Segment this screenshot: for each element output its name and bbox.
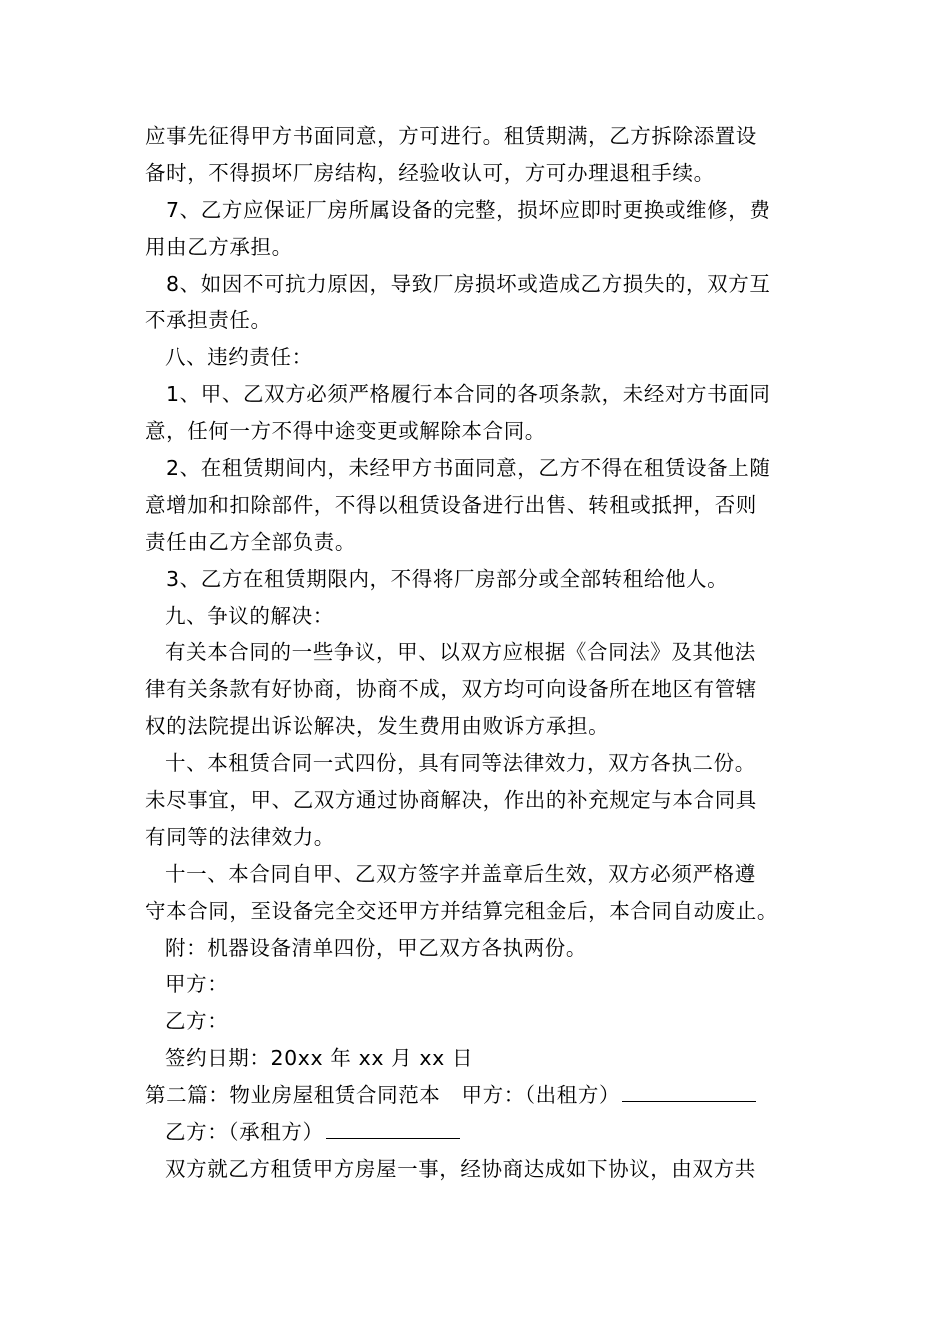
section-heading-dispute: 九、争议的解决： [165,603,334,628]
text-line: 权的法院提出诉讼解决，发生费用由败诉方承担。 [145,714,610,739]
section-eleven: 十一、本合同自甲、乙双方签字并盖章后生效，双方必须严格遵 [165,861,756,886]
text-line: 备时，不得损坏厂房结构，经验收认可，方可办理退租手续。 [145,160,715,185]
lessee-label: 乙方：（承租方） [165,1120,324,1145]
text-line: 应事先征得甲方书面同意，方可进行。租赁期满，乙方拆除添置设 [145,124,757,148]
text-line: 未尽事宜，甲、乙双方通过协商解决，作出的补充规定与本合同具 [145,788,757,813]
text-line: 不承担责任。 [145,308,272,333]
text-line: 律有关条款有好协商，协商不成，双方均可向设备所在地区有管辖 [145,677,757,702]
text-line: 守本合同，至设备完全交还甲方并结算完租金后，本合同自动废止。 [145,898,778,923]
chapter-two-title [145,1077,810,1114]
breach-clause-1: 1、甲、乙双方必须严格履行本合同的各项条款，未经对方书面同 [166,382,771,407]
text-line: 责任由乙方全部负责。 [145,529,356,554]
lessee-blank-field [326,1116,460,1139]
chapter-two-text: 第二篇：物业房屋租赁合同范本 甲方：（出租方） [145,1083,621,1108]
text-line: 有同等的法律效力。 [145,824,335,849]
text-line: 意，任何一方不得中途变更或解除本合同。 [145,419,546,444]
agreement-paragraph: 双方就乙方租赁甲方房屋一事，经协商达成如下协议，由双方共 [165,1156,756,1181]
lessee-line [145,1114,810,1151]
contract-body [145,118,810,1188]
party-a-signature: 甲方： [165,972,229,997]
clause-8: 8、如因不可抗力原因，导致厂房损坏或造成乙方损失的，双方互 [166,271,771,296]
section-ten: 十、本租赁合同一式四份，具有同等法律效力，双方各执二份。 [165,751,756,776]
dispute-paragraph: 有关本合同的一些争议，甲、以双方应根据《合同法》及其他法 [165,640,756,665]
signing-date: 签约日期：20xx 年 xx 月 xx 日 [165,1046,474,1071]
text-line: 用由乙方承担。 [145,234,293,259]
attachment-note: 附：机器设备清单四份，甲乙双方各执两份。 [165,935,587,960]
text-line: 意增加和扣除部件，不得以租赁设备进行出售、转租或抵押，否则 [145,492,757,517]
breach-clause-3: 3、乙方在租赁期限内，不得将厂房部分或全部转租给他人。 [166,566,729,591]
section-heading-breach: 八、违约责任： [165,345,313,370]
breach-clause-2: 2、在租赁期间内，未经甲方书面同意，乙方不得在租赁设备上随 [166,456,771,481]
clause-7: 7、乙方应保证厂房所属设备的完整，损坏应即时更换或维修，费 [166,197,771,222]
party-b-signature: 乙方： [165,1009,229,1034]
lessor-blank-field [622,1079,756,1102]
